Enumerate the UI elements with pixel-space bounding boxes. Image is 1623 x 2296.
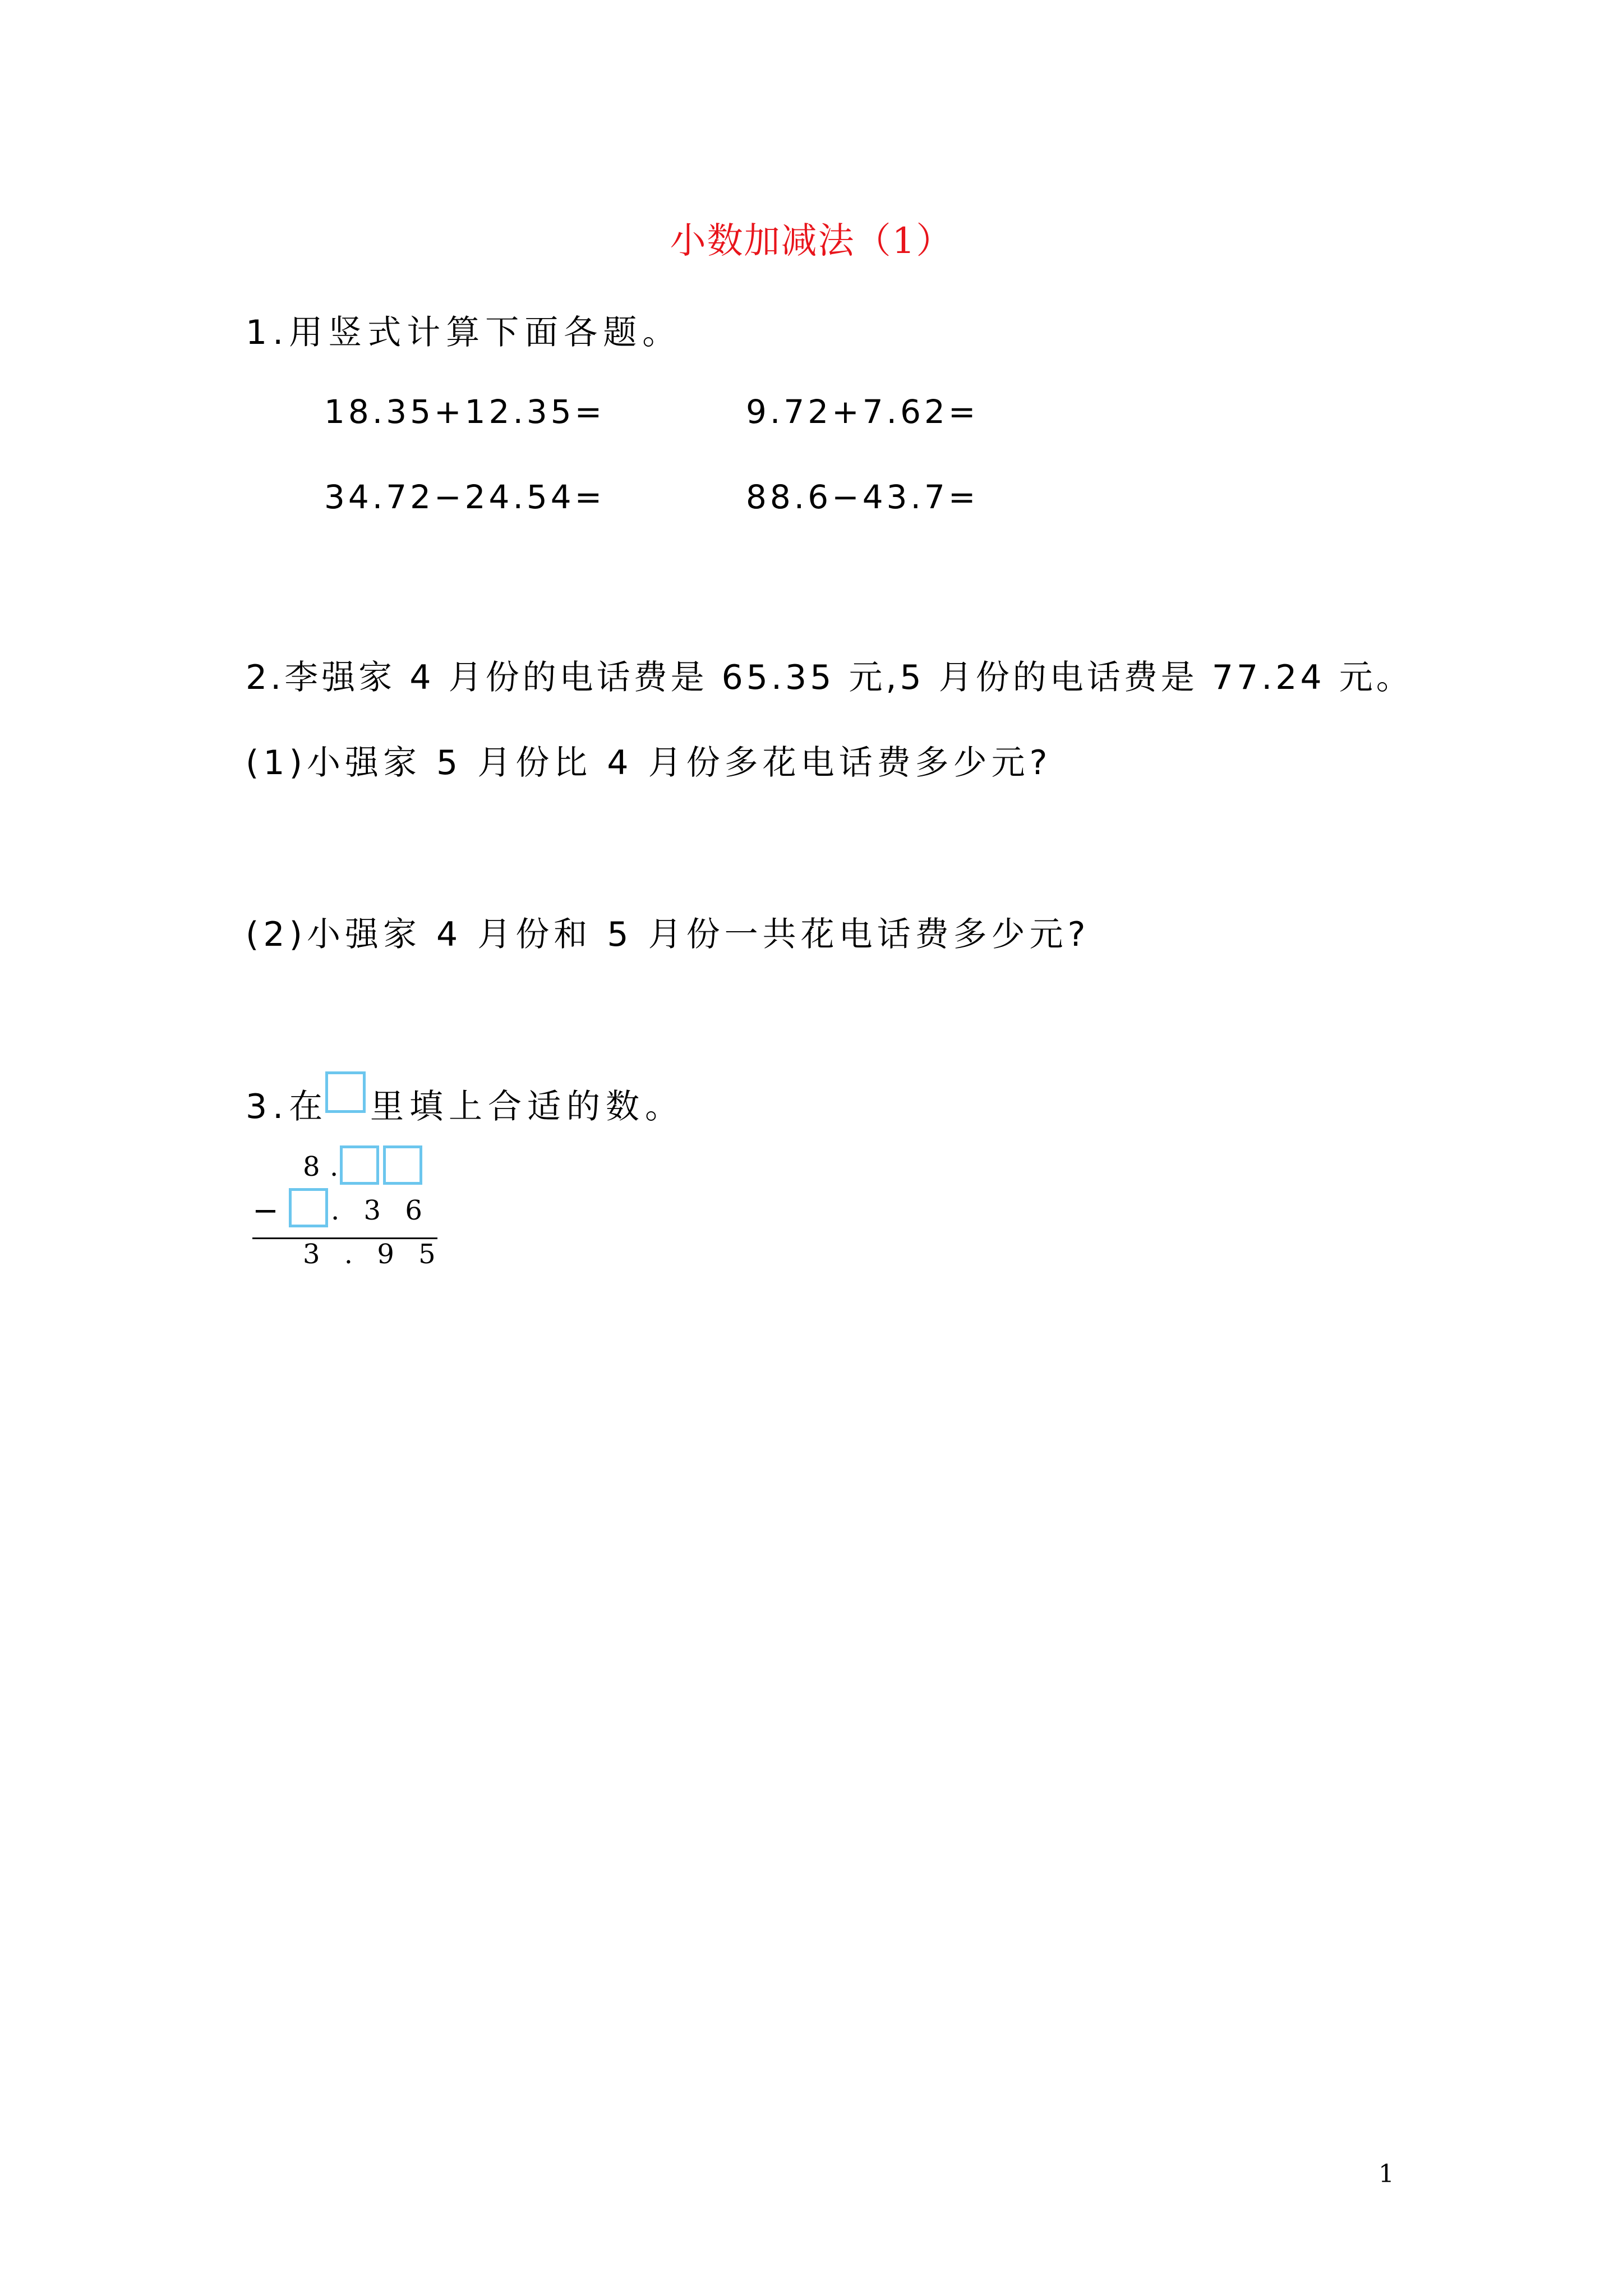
question-2-heading: 2.李强家 4 月份的电话费是 65.35 元,5 月份的电话费是 77.24 元。	[246, 658, 1413, 697]
problem-3: 34.72−24.54=	[324, 478, 606, 516]
question-2-sub-2: (2)小强家 4 月份和 5 月份一共花电话费多少元?	[246, 915, 1090, 954]
problem-1: 18.35+12.35=	[324, 393, 606, 431]
question-1-heading: 1.用竖式计算下面各题。	[246, 313, 682, 352]
page-title: 小数加减法（1）	[670, 220, 953, 262]
page-number: 1	[1378, 2160, 1394, 2188]
question-3-suffix: 里填上合适的数。	[370, 1087, 684, 1126]
question-3-prefix: 3.在	[246, 1087, 329, 1126]
blank-box-legend	[325, 1071, 366, 1113]
blank-box-tenths[interactable]	[340, 1145, 379, 1185]
vertical-row1-digit: 8	[303, 1151, 320, 1182]
problem-2: 9.72+7.62=	[746, 393, 979, 431]
blank-box-hundredths[interactable]	[383, 1145, 422, 1185]
vertical-result: 3 . 9 5	[303, 1239, 444, 1270]
vertical-row2-rest: . 3 6	[331, 1195, 430, 1226]
minus-sign: −	[252, 1193, 279, 1229]
vertical-row1-point: .	[330, 1151, 339, 1182]
question-2-sub-1: (1)小强家 5 月份比 4 月份多花电话费多少元?	[246, 743, 1052, 783]
blank-box-ones[interactable]	[289, 1188, 328, 1227]
problem-4: 88.6−43.7=	[746, 478, 979, 516]
